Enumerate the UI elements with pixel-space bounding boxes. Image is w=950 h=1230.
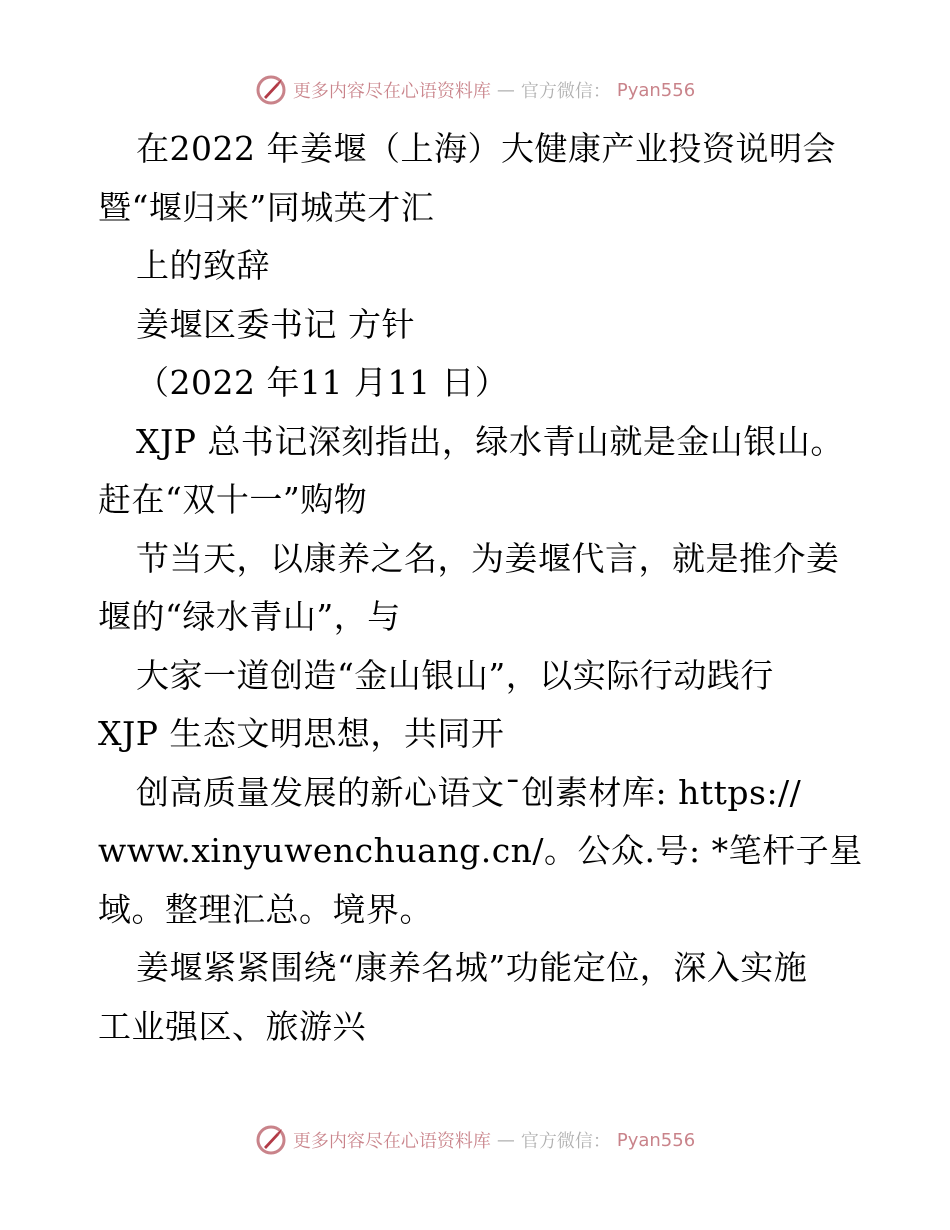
watermark-sub-text: 官方微信： xyxy=(520,1131,611,1152)
text-line: 节当天，以康养之名，为姜堰代言，就是推介姜 xyxy=(136,538,840,578)
watermark-id: Pyan556 xyxy=(616,1129,696,1151)
feather-pen-logo-icon xyxy=(255,1124,287,1156)
watermark-dash: — xyxy=(496,1129,515,1151)
watermark-main-text: 更多内容尽在心语资料库 xyxy=(292,81,491,102)
feather-pen-logo-icon xyxy=(255,74,287,106)
text-line: 堰的“绿水青山”，与 xyxy=(98,597,401,636)
text-line: XJP 生态文明思想，共同开 xyxy=(98,714,505,753)
text-line: XJP 总书记深刻指出，绿水青山就是金山银山。 xyxy=(136,421,844,461)
document-body xyxy=(98,120,863,1056)
watermark-dash: — xyxy=(496,79,515,101)
text-line: 创高质量发展的新心语文¯创素材库: https:// xyxy=(136,772,802,812)
text-line: 赶在“双十一”购物 xyxy=(98,480,368,519)
text-line: 大家一道创造“金山银山”，以实际行动践行 xyxy=(136,655,774,695)
text-line: www.xinyuwenchuang.cn/。公众.号: *笔杆子星 xyxy=(98,831,863,870)
text-line: 上的致辞 xyxy=(136,246,270,285)
watermark-main-text: 更多内容尽在心语资料库 xyxy=(292,1131,491,1152)
watermark-sub-text: 官方微信： xyxy=(520,81,611,102)
footer-watermark xyxy=(0,1120,950,1160)
text-line: 工业强区、旅游兴 xyxy=(98,1006,366,1046)
text-line: 姜堰紧紧围绕“康养名城”功能定位，深入实施 xyxy=(136,948,808,987)
text-line: 暨“堰归来”同城英才汇 xyxy=(98,187,435,227)
text-line: （2022 年11 月11 日） xyxy=(136,363,509,402)
watermark-id: Pyan556 xyxy=(616,79,696,101)
text-line: 姜堰区委书记 方针 xyxy=(136,304,415,344)
text-line: 域。整理汇总。境界。 xyxy=(98,889,433,929)
header-watermark xyxy=(0,70,950,110)
text-line: 在2022 年姜堰（上海）大健康产业投资说明会 xyxy=(136,129,836,168)
